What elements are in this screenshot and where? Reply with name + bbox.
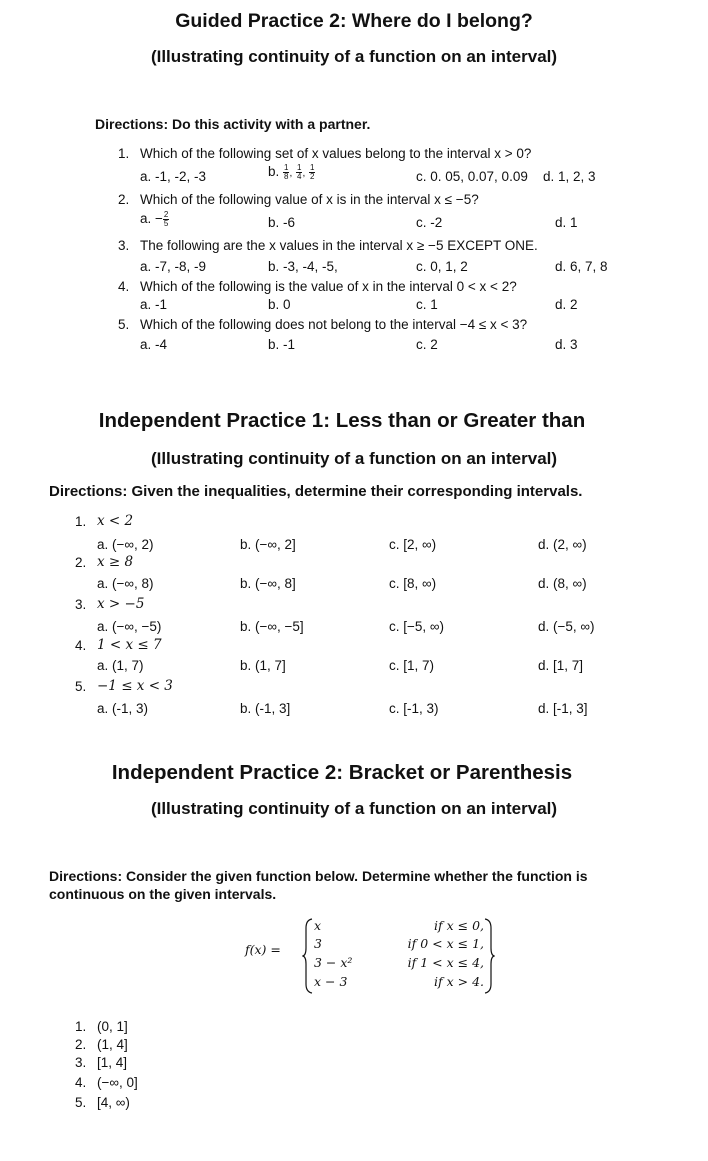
guided-q3-option-c: c. 0, 1, 2 <box>416 259 468 274</box>
ip2-interval4: (−∞, 0] <box>97 1075 138 1090</box>
ip1-item2-number: 2. <box>75 555 87 570</box>
ip1-item3-inequality: x > −5 <box>97 596 145 612</box>
ip1-item2-option-c: c. [8, ∞) <box>389 576 437 591</box>
ip2-interval2-number: 2. <box>75 1037 87 1052</box>
ip1-item3-number: 3. <box>75 597 87 612</box>
guided-q1-option-a: a. -1, -2, -3 <box>140 169 207 184</box>
piece-1-condition: if x ≤ 0, <box>434 918 484 933</box>
ip1-item1-option-b: b. (−∞, 2] <box>240 537 296 552</box>
guided-q2-option-d: d. 1 <box>555 215 578 230</box>
guided-q3-number: 3. <box>118 238 130 253</box>
guided-q5-option-b: b. -1 <box>268 337 296 352</box>
piece-3-expression: 3 − x² <box>314 955 353 970</box>
fraction: $\frac{1}{4}$ <box>297 163 302 181</box>
guided-q4-option-b: b. 0 <box>268 297 291 312</box>
ip1-item1-option-c: c. [2, ∞) <box>389 537 437 552</box>
ip1-item4-option-c: c. [1, 7) <box>389 658 435 673</box>
guided-q1-number: 1. <box>118 146 130 161</box>
guided-q4-text: Which of the following is the value of x in the interval 0 < x < 2? <box>140 279 517 294</box>
fraction: $\frac{1}{8}$ <box>284 163 289 181</box>
ip1-item4-option-a: a. (1, 7) <box>97 658 144 673</box>
guided-q2-number: 2. <box>118 192 130 207</box>
guided-q4-option-c: c. 1 <box>416 297 438 312</box>
right-brace-icon <box>483 918 495 994</box>
guided-q1-text: Which of the following set of x values belong to the interval x > 0? <box>140 146 532 161</box>
ip1-item4-option-b: b. (1, 7] <box>240 658 286 673</box>
independent2-directions-line2: continuous on the given intervals. <box>49 886 277 902</box>
ip1-item2-option-a: a. (−∞, 8) <box>97 576 154 591</box>
guided-directions: Directions: Do this activity with a partner. <box>95 116 371 132</box>
ip2-interval3-number: 3. <box>75 1055 87 1070</box>
ip2-interval5: [4, ∞) <box>97 1095 130 1110</box>
guided-q3-option-a: a. -7, -8, -9 <box>140 259 207 274</box>
independent2-directions-line1: Directions: Consider the given function below. Determine whether the function is <box>49 868 588 884</box>
left-brace-icon <box>302 918 314 994</box>
ip1-item4-number: 4. <box>75 638 87 653</box>
ip1-item4-inequality: 1 < x ≤ 7 <box>97 637 162 653</box>
fraction: $\frac{1}{2}$ <box>310 163 315 181</box>
piece-2-condition: if 0 < x ≤ 1, <box>407 936 484 951</box>
guided-q1-option-d: d. 1, 2, 3 <box>543 169 596 184</box>
ip1-item5-option-b: b. (-1, 3] <box>240 701 291 716</box>
independent2-subtitle: (Illustrating continuity of a function on an interval) <box>150 799 558 818</box>
piece-2-expression: 3 <box>314 936 322 951</box>
guided-q4-option-d: d. 2 <box>555 297 578 312</box>
guided-q4-option-a: a. -1 <box>140 297 168 312</box>
ip1-item1-number: 1. <box>75 514 87 529</box>
guided-q5-option-c: c. 2 <box>416 337 438 352</box>
ip2-interval4-number: 4. <box>75 1075 87 1090</box>
independent1-subtitle: (Illustrating continuity of a function on an interval) <box>150 449 558 468</box>
ip1-item3-option-b: b. (−∞, −5] <box>240 619 304 634</box>
guided-subtitle: (Illustrating continuity of a function on an interval) <box>150 47 558 66</box>
ip1-item3-option-d: d. (−5, ∞) <box>538 619 595 634</box>
guided-q5-option-a: a. -4 <box>140 337 168 352</box>
ip1-item5-option-d: d. [-1, 3] <box>538 701 588 716</box>
guided-q2-text: Which of the following value of x is in the interval x ≤ −5? <box>140 192 479 207</box>
ip1-item2-option-b: b. (−∞, 8] <box>240 576 296 591</box>
fraction: $\frac{2}{5}$ <box>163 210 169 228</box>
ip2-interval3: [1, 4] <box>97 1055 128 1070</box>
ip1-item1-option-a: a. (−∞, 2) <box>97 537 154 552</box>
ip2-interval1-number: 1. <box>75 1019 87 1034</box>
guided-q4-number: 4. <box>118 279 130 294</box>
guided-q3-option-b: b. -3, -4, -5, <box>268 259 338 274</box>
function-lhs: f(x) = <box>245 942 281 957</box>
ip2-interval2: (1, 4] <box>97 1037 128 1052</box>
guided-title: Guided Practice 2: Where do I belong? <box>175 10 533 32</box>
guided-q2-option-c: c. -2 <box>416 215 443 230</box>
ip1-item5-option-a: a. (-1, 3) <box>97 701 149 716</box>
ip2-interval5-number: 5. <box>75 1095 87 1110</box>
guided-q1-option-c: c. 0. 05, 0.07, 0.09 <box>416 169 528 184</box>
piece-1-expression: x <box>314 918 322 933</box>
independent1-directions: Directions: Given the inequalities, determine their corresponding intervals. <box>49 483 583 500</box>
guided-q5-option-d: d. 3 <box>555 337 578 352</box>
piece-4-expression: x − 3 <box>314 974 348 989</box>
piece-4-condition: if x > 4. <box>434 974 484 989</box>
ip2-interval1: (0, 1] <box>97 1019 128 1034</box>
ip1-item2-option-d: d. (8, ∞) <box>538 576 587 591</box>
ip1-item2-inequality: x ≥ 8 <box>97 554 134 570</box>
guided-q2-option-a: a. − $\frac{2}{5}$ <box>140 210 169 228</box>
guided-q3-option-d: d. 6, 7, 8 <box>555 259 608 274</box>
ip1-item1-option-d: d. (2, ∞) <box>538 537 587 552</box>
independent1-title: Independent Practice 1: Less than or Greater than <box>98 409 586 432</box>
guided-q2-option-b: b. -6 <box>268 215 296 230</box>
ip1-item5-number: 5. <box>75 679 87 694</box>
ip1-item3-option-a: a. (−∞, −5) <box>97 619 162 634</box>
independent2-title: Independent Practice 2: Bracket or Parenthesis <box>111 761 573 784</box>
guided-q5-number: 5. <box>118 317 130 332</box>
ip1-item5-option-c: c. [-1, 3) <box>389 701 439 716</box>
piece-3-condition: if 1 < x ≤ 4, <box>407 955 484 970</box>
ip1-item5-inequality: −1 ≤ x < 3 <box>97 678 173 694</box>
ip1-item1-inequality: x < 2 <box>97 513 134 529</box>
ip1-item4-option-d: d. [1, 7] <box>538 658 584 673</box>
guided-q3-text: The following are the x values in the interval x ≥ −5 EXCEPT ONE. <box>140 238 538 253</box>
ip1-item3-option-c: c. [−5, ∞) <box>389 619 445 634</box>
guided-q1-option-b: b. $\frac{1}{8}$ , $\frac{1}{4}$ , $\frac{1}{2}$ <box>268 163 315 181</box>
guided-q5-text: Which of the following does not belong to the interval −4 ≤ x < 3? <box>140 317 528 332</box>
